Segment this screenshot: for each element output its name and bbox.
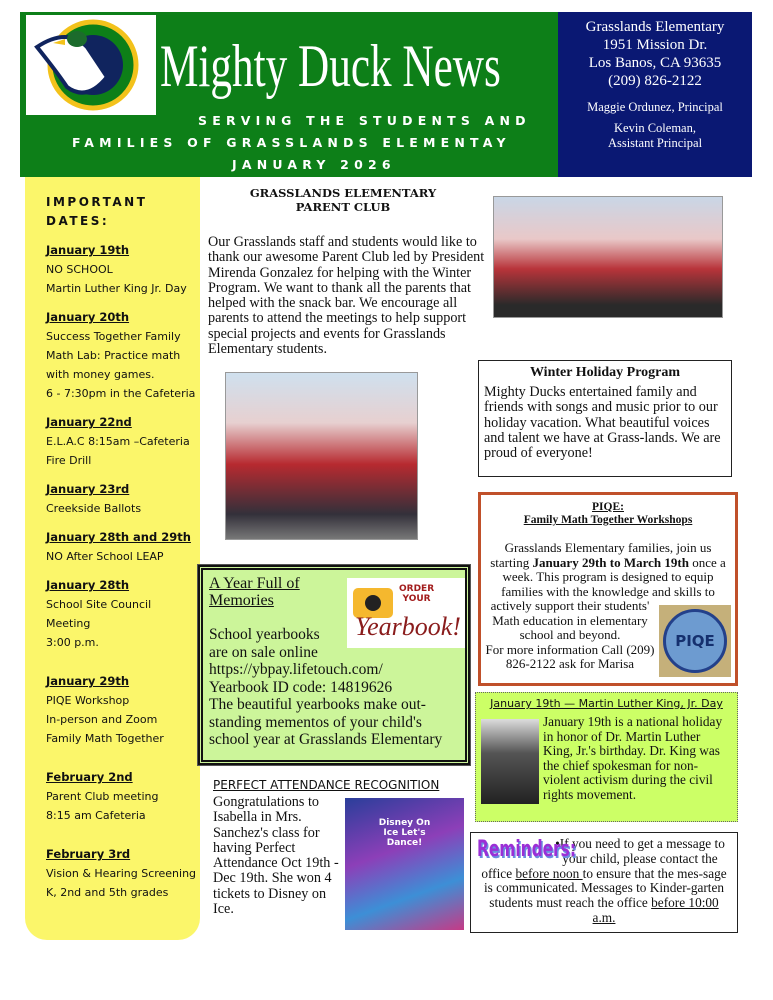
important-dates-sidebar (25, 177, 200, 940)
badge-your: YOUR (402, 594, 431, 604)
date-detail: Family Math Together (46, 732, 164, 745)
date-label: January 29th (46, 674, 130, 688)
yearbook-heading-2: Memories (209, 592, 274, 609)
piqe-logo (659, 605, 731, 677)
piqe-logo-text: PIQE (663, 609, 727, 673)
date-detail: E.L.A.C 8:15am –Cafeteria (46, 435, 190, 448)
yearbook-heading-1: A Year Full of (209, 575, 300, 592)
piqe-dates: January 29th to March 19th (532, 554, 689, 570)
assistant-title: Assistant Principal (607, 136, 703, 150)
piqe-body-1: Grasslands Elementary families, join us starting (490, 540, 712, 570)
reminders-badge: Reminders: (477, 837, 576, 862)
yearbook-body: The beautiful yearbooks make out-standing mementos of your child's school year at Grasslands Elementary (209, 696, 443, 748)
piqe-text-flow (485, 541, 731, 677)
date-detail: Martin Luther King Jr. Day (46, 282, 187, 295)
masthead (20, 12, 558, 177)
date-detail: Meeting (46, 617, 91, 630)
assistant-name: Kevin Coleman, (614, 121, 696, 135)
reminder-before-noon: before noon (515, 865, 583, 881)
parent-club-heading-1: GRASSLANDS ELEMENTARY (249, 186, 437, 200)
piqe-heading-2: Family Math Together Workshops (523, 514, 693, 526)
date-detail: NO After School LEAP (46, 550, 164, 563)
date-label: January 28th and 29th (46, 530, 191, 544)
badge-order: ORDER (399, 584, 435, 594)
principal: Maggie Ordunez, Principal (587, 100, 723, 114)
date-entry (46, 528, 200, 566)
attendance-heading: PERFECT ATTENDANCE RECOGNITION (213, 778, 440, 792)
date-detail: Parent Club meeting (46, 790, 159, 803)
parent-club-heading (205, 186, 481, 214)
phone: (209) 826-2122 (608, 73, 702, 89)
order-yearbook-badge (347, 578, 465, 648)
yearbook-code: Yearbook ID code: 14819626 (209, 678, 393, 696)
date-entry (46, 576, 200, 652)
parent-club-heading-2: PARENT CLUB (295, 200, 391, 214)
date-detail: 6 - 7:30pm in the Cafeteria (46, 387, 196, 400)
address: 1951 Mission Dr. (602, 37, 708, 53)
date-detail: In-person and Zoom (46, 713, 158, 726)
badge-yearbook: Yearbook! (355, 612, 461, 641)
date-detail: School Site Council (46, 598, 152, 611)
winter-heading: Winter Holiday Program (529, 365, 681, 380)
piqe-body-2: once a week. This program is designed to equip families with the knowledge and skills to actively support their students' Math education in elementary school and beyond. (490, 554, 726, 642)
poster-text: Disney On Ice Let's Dance! (378, 818, 431, 848)
date-entry (46, 845, 200, 902)
winter-holiday-box (478, 360, 732, 477)
sidebar-heading-2: DATES: (46, 214, 110, 228)
reminders-box (470, 832, 738, 933)
school-name: Grasslands Elementary (585, 19, 725, 35)
date-entry (46, 241, 200, 298)
date-entry (46, 768, 200, 825)
date-detail: Vision & Hearing Screening (46, 867, 197, 880)
newsletter-title: Mighty Duck News (160, 33, 501, 99)
date-entry (46, 413, 200, 470)
date-label: January 23rd (46, 482, 130, 496)
winter-body: Mighty Ducks entertained family and friends with songs and music prior to our holiday vacation. What beautiful voices and talent we have at Grass-lands. We are proud of everyone! (484, 384, 721, 462)
piqe-box (478, 492, 738, 686)
date-label: February 3rd (46, 847, 131, 861)
mlk-body: January 19th is a national holiday in honor of Dr. Martin Luther King, Jr.'s birthday. Dr. King was the chief spokesman for non-violent activism during the civil rights movement. (543, 714, 723, 802)
date-detail: Success Together Family (46, 330, 181, 343)
date-detail: K, 2nd and 5th grades (46, 886, 169, 899)
sidebar-heading: IMPORTANT (46, 195, 148, 209)
reminder-text-1: •If you need to get a message to your child, please contact the office (481, 836, 725, 881)
date-detail: 8:15 am Cafeteria (46, 809, 146, 822)
parent-club-body: Our Grasslands staff and students would like to thank our awesome Parent Club led by President Mirenda Gonzalez for helping with the Winter Program. We want to thank all the parents that helped with the snack bar. We encourage all parents to attend the meetings to help support special projects and events for Grasslands Elementary students. (208, 234, 485, 358)
date-detail: 3:00 p.m. (46, 636, 99, 649)
issue-date: JANUARY 2026 (232, 157, 396, 172)
date-detail: Creekside Ballots (46, 502, 142, 515)
date-label: January 19th (46, 243, 130, 257)
mlk-box (475, 692, 738, 822)
date-detail: with money games. (46, 368, 155, 381)
yearbook-link[interactable]: https://ybpay.lifetouch.com/ (209, 661, 383, 678)
attendance-body: Gongratulations to Isabella in Mrs. Sanchez's class for having Perfect Attendance Oct 19th - Dec 19th. She won 4 tickets to Disney on Ice. (213, 794, 339, 918)
date-label: February 2nd (46, 770, 133, 784)
winter-program-photo-2 (225, 372, 418, 540)
winter-program-photo-1 (493, 196, 723, 318)
school-logo (26, 15, 156, 115)
mlk-heading: January 19th — Martin Luther King, Jr. Day (490, 697, 723, 710)
yearbook-line-2: are on sale online (209, 643, 318, 661)
date-entry (46, 308, 200, 403)
piqe-heading-1: PIQE: (592, 501, 624, 513)
city: Los Banos, CA 93635 (588, 55, 722, 71)
date-detail: PIQE Workshop (46, 694, 130, 707)
date-entry (46, 480, 200, 518)
date-detail: Fire Drill (46, 454, 92, 467)
tagline-line-2: FAMILIES OF GRASSLANDS ELEMENTAY (72, 135, 511, 150)
reminder-text-2: to ensure that the mes-sage is communicated. Messages to Kinder-garten students must reach the office (483, 865, 727, 911)
date-entry (46, 672, 200, 748)
date-detail: NO SCHOOL (46, 263, 113, 276)
tagline-line-1: SERVING THE STUDENTS AND (198, 113, 531, 128)
piqe-call: For more information Call (209) 826-2122 ask for Marisa (485, 641, 655, 671)
reminder-before-10: before 10:00 a.m. (592, 895, 719, 925)
yearbook-line-1: School yearbooks (209, 626, 320, 643)
date-label: January 20th (46, 310, 130, 324)
contact-panel (558, 12, 752, 177)
mlk-photo (481, 719, 539, 804)
disney-on-ice-poster (345, 798, 464, 930)
yearbook-box (198, 565, 470, 765)
date-label: January 22nd (46, 415, 132, 429)
date-label: January 28th (46, 578, 130, 592)
date-detail: Math Lab: Practice math (46, 349, 181, 362)
